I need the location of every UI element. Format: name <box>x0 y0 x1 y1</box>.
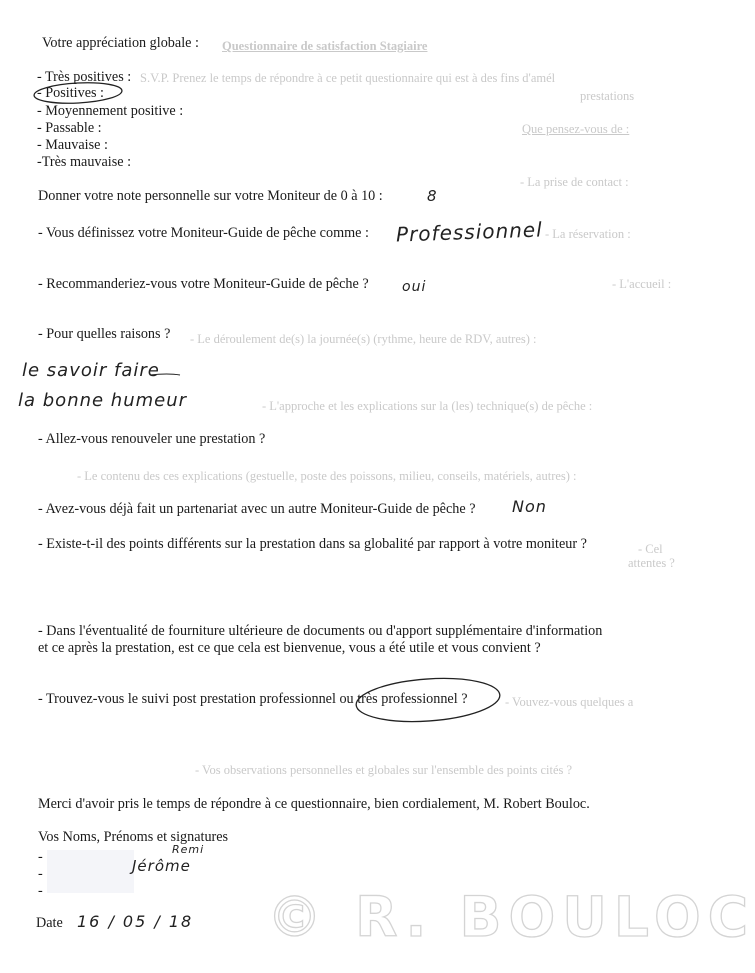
option-tres-positives: - Très positives : <box>37 69 132 85</box>
handwritten-raison-2: la bonne humeur <box>18 390 188 411</box>
ghost-contenu: - Le contenu des ces explications (gestuelle, poste des poissons, milieu, conseils, matériels, autres) : <box>77 469 577 483</box>
ghost-cel: - Cel <box>638 542 663 556</box>
question-definir: - Vous définissez votre Moniteur-Guide de pêche comme : <box>38 225 369 241</box>
watermark: © R. BOULOC <box>267 885 755 949</box>
signatures-label: Vos Noms, Prénoms et signatures <box>38 829 229 845</box>
option-mauvaise: - Mauvaise : <box>37 137 108 153</box>
question-raisons: - Pour quelles raisons ? <box>38 326 171 342</box>
signature-line-2: - <box>38 866 43 882</box>
option-passable: - Passable : <box>37 120 102 136</box>
handwritten-signature-name-2: Jérôme <box>132 857 191 875</box>
handwritten-signature-name-1: Remi <box>172 843 205 856</box>
ghost-vouvez: - Vouvez-vous quelques a <box>505 695 634 709</box>
option-positives: - Positives : <box>37 85 105 101</box>
appreciation-label: Votre appréciation globale : <box>42 35 199 51</box>
question-note: Donner votre note personnelle sur votre Moniteur de 0 à 10 : <box>38 188 383 204</box>
ghost-que-pensez: Que pensez-vous de : <box>522 122 630 136</box>
question-partenariat: - Avez-vous déjà fait un partenariat avec un autre Moniteur-Guide de pêche ? <box>38 501 476 517</box>
handwritten-recommander: oui <box>402 279 427 295</box>
question-suivi: - Trouvez-vous le suivi post prestation professionnel ou très professionnel ? <box>38 691 468 707</box>
ghost-intro-line2: prestations <box>580 89 635 103</box>
handwritten-partenariat: Non <box>512 497 547 516</box>
question-recommander: - Recommanderiez-vous votre Moniteur-Guide de pêche ? <box>38 276 369 292</box>
ghost-attentes: attentes ? <box>628 556 675 570</box>
ghost-accueil: - L'accueil : <box>612 277 672 291</box>
redacted-name-box <box>47 850 134 893</box>
handwritten-definir: Professionnel <box>395 217 544 247</box>
closing-message: Merci d'avoir pris le temps de répondre à ce questionnaire, bien cordialement, M. Robert Bouloc. <box>38 796 590 812</box>
ghost-approche: - L'approche et les explications sur la (les) technique(s) de pêche : <box>262 399 593 413</box>
ghost-intro-line1: S.V.P. Prenez le temps de répondre à ce petit questionnaire qui est à des fins d'amél <box>140 71 556 85</box>
ghost-deroulement: - Le déroulement de(s) la journée(s) (rythme, heure de RDV, autres) : <box>190 332 537 346</box>
ghost-reservation: - La réservation : <box>545 227 631 241</box>
question-renouveler: - Allez-vous renouveler une prestation ? <box>38 431 266 447</box>
option-moyennement-positive: - Moyennement positive : <box>37 103 184 119</box>
option-tres-mauvaise: -Très mauvaise : <box>37 154 132 170</box>
signature-line-1: - <box>38 849 43 865</box>
ghost-vos-observations: - Vos observations personnelles et globales sur l'ensemble des points cités ? <box>195 763 573 777</box>
handwritten-note: 8 <box>427 187 438 205</box>
ghost-title: Questionnaire de satisfaction Stagiaire <box>222 39 428 53</box>
date-label: Date <box>36 915 63 931</box>
question-documents-line2: et ce après la prestation, est ce que cela est bienvenue, vous a été utile et vous convient ? <box>38 640 541 656</box>
handwritten-raison-1: le savoir faire <box>22 360 160 381</box>
ghost-prise-contact: - La prise de contact : <box>520 175 629 189</box>
question-points: - Existe-t-il des points différents sur la prestation dans sa globalité par rapport à votre moniteur ? <box>38 536 587 552</box>
signature-line-3: - <box>38 883 43 899</box>
handwritten-date: 16 / 05 / 18 <box>77 912 194 931</box>
question-documents-line1: - Dans l'éventualité de fourniture ultérieure de documents ou d'apport supplémentaire d'information <box>38 623 603 639</box>
